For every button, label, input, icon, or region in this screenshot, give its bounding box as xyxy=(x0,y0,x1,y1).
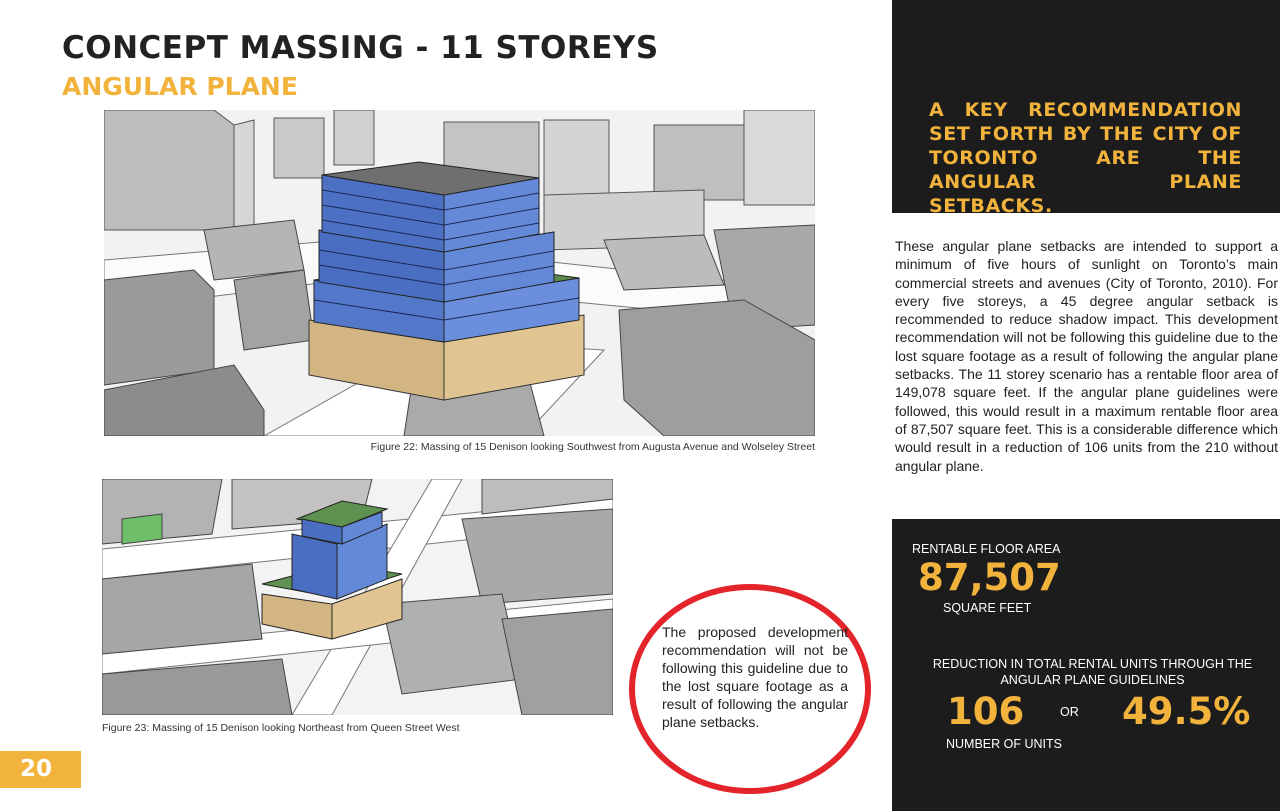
or-label: OR xyxy=(1060,705,1079,719)
figure-caption: Figure 23: Massing of 15 Denison looking Northeast from Queen Street West xyxy=(102,722,460,734)
floor-area-value: 87,507 xyxy=(918,556,1061,599)
figure-caption: Figure 22: Massing of 15 Denison looking Southwest from Augusta Avenue and Wolseley Street xyxy=(370,441,815,453)
reduction-label: REDUCTION IN TOTAL RENTAL UNITS THROUGH THE ANGULAR PLANE GUIDELINES xyxy=(932,657,1253,687)
page-number: 20 xyxy=(0,751,81,788)
page-subtitle: ANGULAR PLANE xyxy=(62,72,298,101)
massing-image-northeast xyxy=(102,479,613,715)
floor-area-unit: SQUARE FEET xyxy=(943,601,1032,615)
units-label: NUMBER OF UNITS xyxy=(946,737,1062,751)
key-recommendation: A KEY RECOMMENDATION SET FORTH BY THE CITY OF TORONTO ARE THE ANGULAR PLANE SETBACKS. xyxy=(929,99,1242,217)
floor-area-label: RENTABLE FLOOR AREA xyxy=(912,542,1061,556)
massing-image-southwest xyxy=(104,110,815,436)
units-value: 106 xyxy=(947,690,1025,733)
page-title: CONCEPT MASSING - 11 STOREYS xyxy=(62,30,659,66)
percent-value: 49.5% xyxy=(1122,690,1251,733)
body-paragraph: These angular plane setbacks are intended to support a minimum of five hours of sunlight on Toronto’s main commercial streets and avenues (City of Toronto, 2010). For every five storeys, a 45 degree angular setback is recommended to reduce shadow impact. This development recommendation will not be following this guideline due to the lost square footage as a result of following the angular plane setbacks. The 11 storey scenario has a rentable floor area of 149,078 square feet. If the angular plane guidelines were followed, this would result in a maximum rentable floor area of 87,507 square feet. This is a considerable difference which would result in a reduction of 106 units from the 210 without angular plane. xyxy=(895,238,1278,474)
callout-text: The proposed development recommendation will not be following this guideline due to the lost square footage as a result of following the angular plane setbacks. xyxy=(662,624,848,730)
